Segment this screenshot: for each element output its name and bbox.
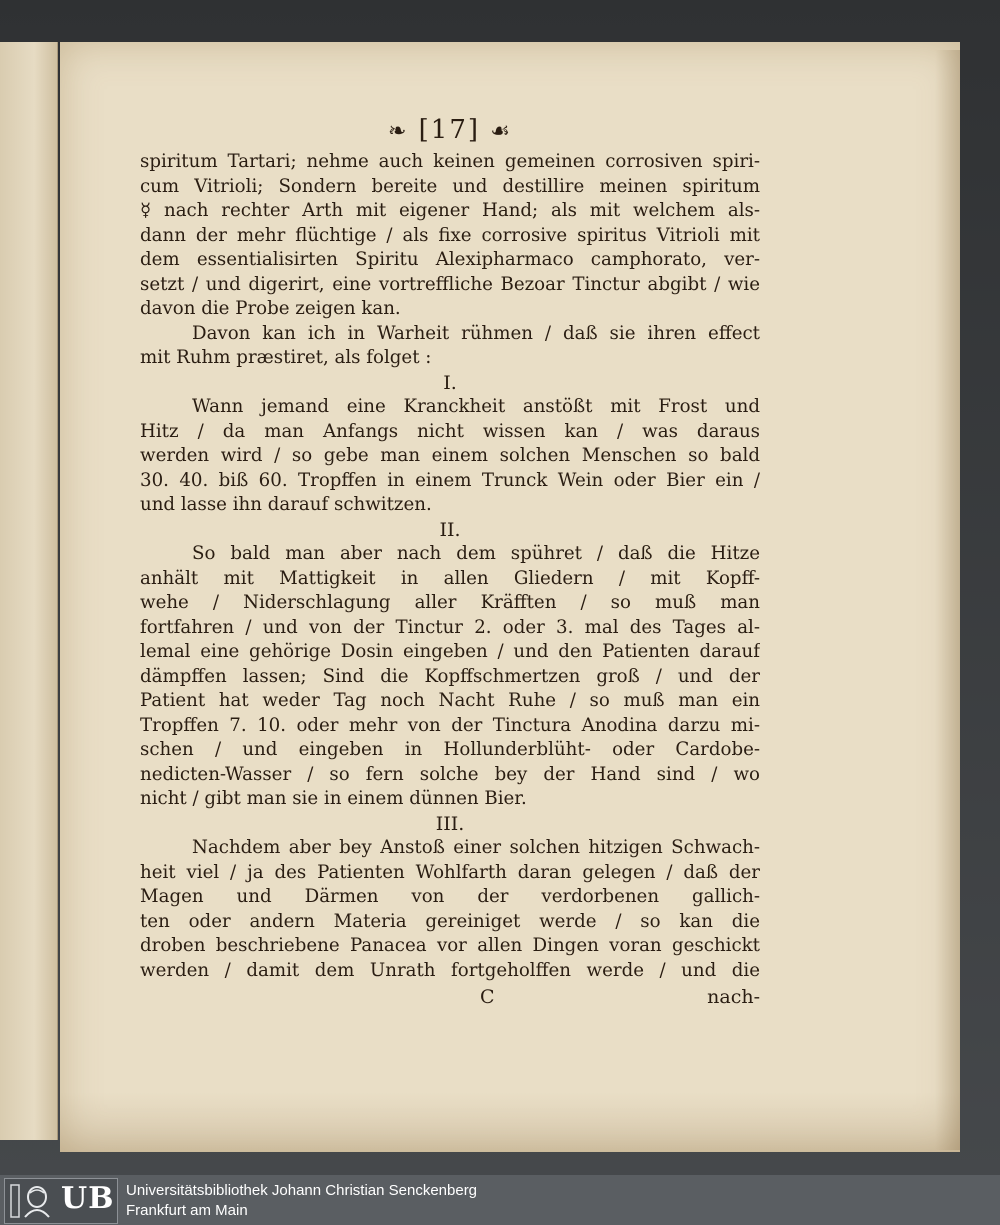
text-line: Davon kan ich in Warheit rühmen / daß sie ihren effect [192, 322, 760, 344]
left-ornament-icon: ❧ [387, 119, 409, 144]
text-line: davon die Probe zeigen kan. [140, 298, 401, 319]
library-name: Universitätsbibliothek Johann Christian Senckenberg [126, 1182, 478, 1199]
signature-mark: C [480, 986, 495, 1008]
text-line: mit Ruhm præstiret, als folget : [140, 347, 432, 368]
text-line: anhält mit Mattigkeit in allen Gliedern / mit Kopff- [140, 567, 760, 589]
library-logo[interactable] [4, 1178, 118, 1224]
text-line: spiritum Tartari; nehme auch keinen gemeinen corrosiven spiri- [140, 151, 760, 172]
text-line: dämpffen lassen; Sind die Kopffschmertzen groß / und der [140, 665, 760, 687]
text-line: Nachdem aber bey Anstoß einer solchen hitzigen Schwach- [192, 837, 760, 858]
text-line: Tropffen 7. 10. oder mehr von der Tinctura Anodina darzu mi- [140, 714, 760, 736]
section-numeral: II. [439, 518, 461, 541]
page-shadow [935, 50, 960, 1150]
text-line: So bald man aber nach dem spühret / daß die Hitze [192, 543, 760, 564]
right-ornament-icon: ☙ [490, 119, 513, 144]
page-header [140, 110, 760, 150]
text-line: wehe / Niderschlagung aller Kräfften / so muß man [140, 592, 760, 613]
page-footer [140, 983, 760, 1011]
library-footer-bar [0, 1175, 1000, 1225]
section-3 [140, 812, 760, 984]
text-line: droben beschriebene Panacea vor allen Dingen voran geschickt [140, 935, 760, 956]
text-line: lemal eine gehörige Dosin eingeben / und den Patienten darauf [140, 641, 760, 662]
text-line: nedicten-Wasser / so fern solche bey der Hand sind / wo [140, 763, 760, 785]
page-number: [17] [418, 115, 481, 145]
section-2 [140, 518, 760, 812]
text-line: werden wird / so gebe man einem solchen Menschen so bald [140, 445, 760, 466]
text-line: ☿ nach rechter Arth mit eigener Hand; als mit welchem als- [140, 200, 760, 221]
text-line: und lasse ihn darauf schwitzen. [140, 494, 432, 515]
page-text [140, 110, 760, 1011]
text-line: 30. 40. biß 60. Tropffen in einem Trunck Wein oder Bier ein / [140, 469, 760, 491]
facing-page-edge [0, 42, 58, 1140]
library-location: Frankfurt am Main [126, 1202, 248, 1219]
text-line: cum Vitrioli; Sondern bereite und destillire meinen spiritum [140, 175, 760, 197]
text-line: dann der mehr flüchtige / als fixe corrosive spiritus Vitrioli mit [140, 224, 760, 246]
logo-text: UB [61, 1181, 115, 1216]
paragraph-1 [140, 150, 760, 322]
text-line: dem essentialisirten Spiritu Alexipharmaco camphorato, ver- [140, 249, 760, 270]
section-numeral: I. [443, 371, 457, 394]
text-line: Hitz / da man Anfangs nicht wissen kan / was daraus [140, 420, 760, 442]
text-line: nicht / gibt man sie in einem dünnen Bier. [140, 788, 527, 809]
section-1 [140, 371, 760, 518]
text-line: Wann jemand eine Kranckheit anstößt mit Frost und [192, 396, 760, 417]
text-line: fortfahren / und von der Tinctur 2. oder 3. mal des Tages al- [140, 616, 760, 638]
text-line: werden / damit dem Unrath fortgeholffen werde / und die [140, 959, 760, 981]
page-bottom-shadow [60, 1092, 960, 1152]
text-line: setzt / und digerirt, eine vortreffliche Bezoar Tinctur abgibt / wie [140, 273, 760, 295]
senckenberg-portrait-icon [9, 1183, 57, 1219]
text-line: schen / und eingeben in Hollunderblüht- oder Cardobe- [140, 739, 760, 760]
catchword: nach- [707, 986, 760, 1008]
paragraph-2 [140, 322, 760, 371]
text-line: Patient hat weder Tag noch Nacht Ruhe / so muß man ein [140, 690, 760, 711]
section-numeral: III. [435, 812, 465, 835]
text-line: Magen und Därmen von der verdorbenen gallich- [140, 886, 760, 907]
text-line: heit viel / ja des Patienten Wohlfarth daran gelegen / daß der [140, 861, 760, 883]
text-line: ten oder andern Materia gereiniget werde / so kan die [140, 910, 760, 932]
